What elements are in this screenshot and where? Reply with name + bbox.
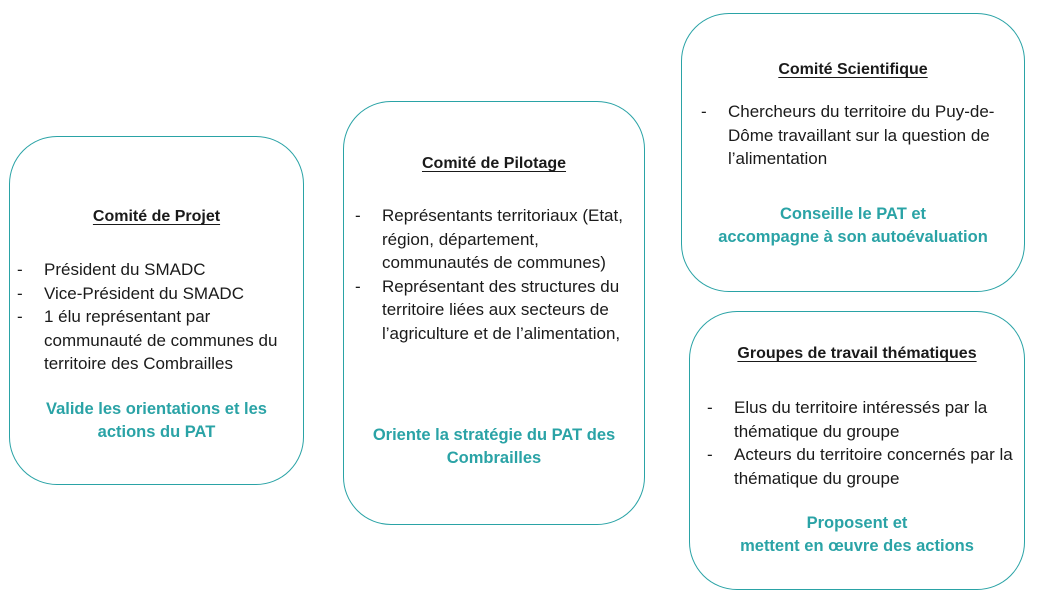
member-item: - Chercheurs du territoire du Puy-de-Dôme travaillant sur la question de l’alimentation xyxy=(701,100,1019,171)
member-item: - Acteurs du territoire concernés par la thématique du groupe xyxy=(707,443,1021,490)
role-line: Valide les orientations et les xyxy=(45,400,267,418)
role-line: Combrailles xyxy=(446,449,542,467)
role-statement xyxy=(10,398,303,444)
role-line: mettent en œuvre des actions xyxy=(740,537,974,555)
member-item: - Représentants territoriaux (Etat, région, département, communautés de communes) xyxy=(355,204,641,275)
role-line: Proposent et xyxy=(806,514,908,532)
member-list xyxy=(355,204,641,345)
member-list xyxy=(17,258,302,376)
card-title: Comité de Projet xyxy=(92,208,221,225)
member-list xyxy=(707,396,1021,490)
role-statement xyxy=(682,203,1024,249)
role-line: accompagne à son autoévaluation xyxy=(718,228,988,246)
card-comite-de-pilotage xyxy=(343,101,645,525)
member-item: - Président du SMADC xyxy=(17,258,302,282)
role-statement xyxy=(344,424,644,470)
role-statement xyxy=(690,512,1024,558)
card-title: Groupes de travail thématiques xyxy=(737,345,977,362)
member-list xyxy=(701,100,1019,171)
card-groupes-de-travail xyxy=(689,311,1025,590)
card-title: Comité de Pilotage xyxy=(421,155,567,172)
card-comite-scientifique xyxy=(681,13,1025,292)
card-title: Comité Scientifique xyxy=(778,61,928,78)
member-item: - Elus du territoire intéressés par la thématique du groupe xyxy=(707,396,1021,443)
role-line: actions du PAT xyxy=(97,423,216,441)
member-item: - Vice-Président du SMADC xyxy=(17,282,302,306)
card-comite-de-projet xyxy=(9,136,304,485)
role-line: Conseille le PAT et xyxy=(779,205,927,223)
member-item: - Représentant des structures du territoire liées aux secteurs de l’agriculture et de l’alimentation, xyxy=(355,275,641,346)
role-line: Oriente la stratégie du PAT des xyxy=(372,426,616,444)
member-item: - 1 élu représentant par communauté de communes du territoire des Combrailles xyxy=(17,305,302,376)
